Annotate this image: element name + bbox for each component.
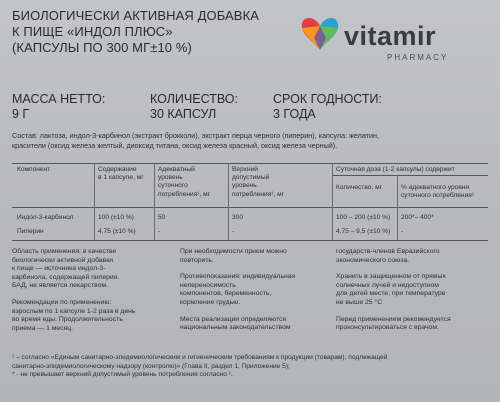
shelf-life-block (273, 92, 382, 122)
text-line: кормление грудью. (180, 298, 241, 306)
text-line: для детей месте, при температуре (336, 290, 446, 298)
table-header-rule (12, 207, 488, 208)
title-line: К ПИЩЕ «ИНДОЛ ПЛЮС» (12, 24, 173, 39)
text-line: проконсультироваться с врачом. (336, 324, 439, 332)
table-cell: - (401, 228, 404, 235)
vitamir-heart-icon (298, 12, 342, 58)
composition-line: Состав: лактоза, индол-3-карбинол (экстракт брокколи), экстракт перца черного (пиперин), капсула: желатин, (12, 131, 379, 140)
table-cell: 4,75 (±10 %) (98, 228, 136, 235)
table-group-rule (332, 175, 488, 176)
quantity-label: КОЛИЧЕСТВО: (150, 92, 238, 106)
table-col-rule (332, 163, 333, 240)
shelf-life-label: СРОК ГОДНОСТИ: (273, 92, 383, 106)
title-line: БИОЛОГИЧЕСКИ АКТИВНАЯ ДОБАВКА (12, 8, 260, 23)
text-line: Рекомендации по применению: (12, 298, 112, 306)
footnote-line: * - не превышает верхний допустимый уровень потребления согласно ¹. (12, 371, 233, 378)
text-line: повторить. (180, 256, 214, 264)
usage-column (12, 248, 172, 333)
text-line: Хранить в защищенном от прямых (336, 273, 446, 281)
text-line: взрослым по 1 капсуле 1-2 раза в день (12, 307, 136, 315)
text-line: БАД, не является лекарством. (12, 282, 109, 290)
text-line: государств-членов Евразийского (336, 248, 440, 255)
text-line: биологически активной добавки (12, 256, 114, 264)
text-line: непереносимость (180, 281, 236, 289)
text-line: Перед применением рекомендуется (336, 315, 451, 323)
net-mass-label: МАССА НЕТТО: (12, 92, 106, 106)
table-cell: 200*– 400* (401, 214, 434, 221)
text-line: национальным законодательством (180, 324, 291, 332)
text-line: к пище — источника индол-3- (12, 265, 106, 273)
composition-text (12, 131, 490, 151)
composition-line: красители (оксид железа желтый, диоксид титана, оксид железа красный, оксид железа черный). (12, 141, 338, 150)
text-line: компонентов, беременность, (180, 290, 272, 298)
header-daily-dose: Суточная доза (1-2 капсулы) содержит (336, 166, 455, 173)
contraindications-column (180, 248, 330, 333)
net-mass-value: 9 Г (12, 107, 30, 121)
table-col-rule (228, 163, 229, 240)
footnote-line: санитарно-эпидемиологическому надзору (контролю)» (Глава II, раздел 1, Приложение 5); (12, 362, 290, 370)
text-line: солнечных лучей и недоступном (336, 281, 439, 289)
text-line: во время еды. Продолжительность (12, 316, 123, 324)
header-adequate-level: Адекватный уровень суточного потребления¹, мг (158, 166, 211, 198)
table-cell: 100 – 200 (±10 %) (336, 214, 391, 221)
logo-subtitle: PHARMACY (387, 53, 449, 62)
text-line: карбинола, содержащей пиперин. (12, 273, 120, 281)
header-upper-level: Верхний допустимый уровень потребления¹, мг (232, 166, 285, 198)
footnotes (12, 354, 492, 380)
table-cell: Индол-3-карбинол (17, 214, 74, 221)
header-component: Компонент (17, 166, 51, 173)
text-line: Места реализации определяются (180, 315, 287, 323)
text-line: экономического союза. (336, 256, 409, 264)
table-cell: 50 (158, 214, 166, 221)
header-daily-percent: % адекватного уровня суточного потребления¹ (401, 184, 475, 200)
net-mass-block (12, 92, 105, 122)
storage-column (336, 248, 494, 333)
footnote-line: ¹ – согласно «Единым санитарно-эпидемиологическим и гигиеническим требованиям к продукции (товарам), подлежащей (12, 354, 388, 361)
logo-wordmark: vitamir (344, 21, 437, 51)
text-line: При необходимости прием можно (180, 248, 287, 255)
table-cell: - (232, 228, 235, 235)
quantity-block (150, 92, 238, 122)
table-cell: - (158, 228, 161, 235)
table-col-rule (94, 163, 95, 240)
header-content: Содержание в 1 капсуле, мг (98, 166, 144, 182)
text-line: Противопоказания: индивидуальная (180, 273, 296, 281)
text-line: не выше 25 °C (336, 298, 383, 306)
table-col-rule (397, 175, 398, 240)
table-cell: 4,75 – 9,5 (±10 %) (336, 228, 391, 235)
table-bottom-rule (12, 240, 488, 241)
text-line: приема — 1 месяц. (12, 324, 74, 332)
table-cell: Пиперин (17, 228, 44, 235)
vitamir-logo (296, 20, 496, 76)
table-top-rule (12, 163, 488, 164)
text-line: Область применения: в качестве (12, 248, 117, 255)
table-cell: 100 (±10 %) (98, 214, 134, 221)
table-col-rule (154, 163, 155, 240)
title-line: (КАПСУЛЫ ПО 300 МГ±10 %) (12, 40, 192, 55)
table-cell: 300 (232, 214, 244, 221)
shelf-life-value: 3 ГОДА (273, 107, 316, 121)
quantity-value: 30 КАПСУЛ (150, 107, 217, 121)
header-daily-quantity: Количество, мг (336, 184, 383, 191)
product-title (12, 8, 259, 56)
